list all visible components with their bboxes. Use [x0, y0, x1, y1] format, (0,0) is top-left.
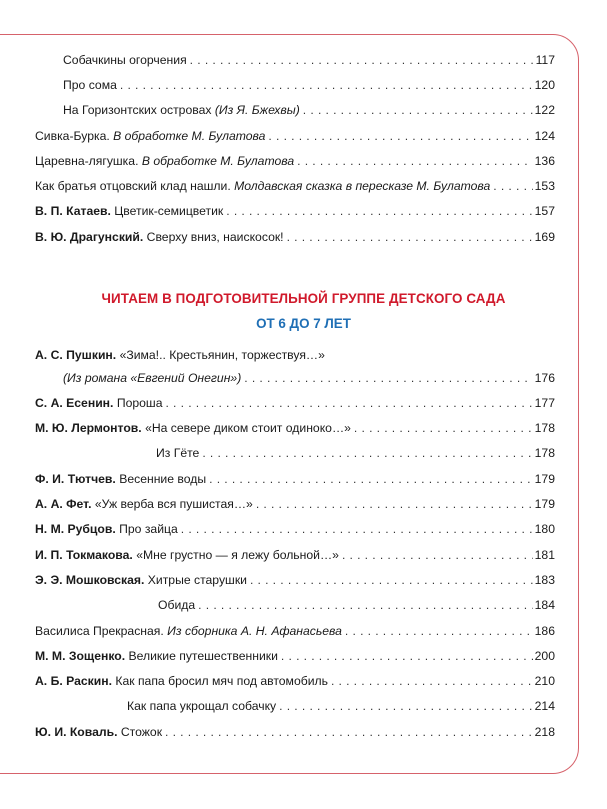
entry-text	[127, 696, 276, 716]
entry-title: Сивка-Бурка.	[35, 129, 114, 143]
entry-page-number: 177	[534, 396, 555, 410]
toc-entry	[0, 176, 607, 196]
dot-leader	[297, 151, 533, 171]
dot-leader	[244, 368, 532, 388]
entry-author: В. Ю. Драгунский.	[35, 230, 147, 244]
entry-page-number: 210	[534, 674, 555, 688]
entry-title: Про зайца	[119, 522, 178, 536]
entry-author: С. А. Есенин.	[35, 396, 117, 410]
dot-leader	[120, 75, 533, 95]
toc-entry	[0, 570, 607, 590]
toc-entry	[0, 368, 607, 388]
entry-title: «На севере диком стоит одиноко…»	[145, 421, 351, 435]
entry-author: Э. Э. Мошковская.	[35, 573, 148, 587]
toc-entry	[0, 696, 607, 716]
entry-title: Царевна-лягушка.	[35, 154, 142, 168]
entry-note: В обработке М. Булатова	[141, 154, 295, 168]
entry-author: А. С. Пушкин.	[35, 348, 120, 362]
entry-text	[35, 227, 284, 247]
entry-text	[35, 722, 162, 742]
entry-note: В обработке М. Булатова	[113, 129, 266, 143]
entry-page-number: 200	[534, 649, 555, 663]
entry-note: Молдавская сказка в пересказе М. Булатова	[234, 179, 491, 193]
section-title: ЧИТАЕМ В ПОДГОТОВИТЕЛЬНОЙ ГРУППЕ ДЕТСКОГО САДА	[101, 291, 506, 306]
dot-leader	[181, 519, 533, 539]
dot-leader	[268, 126, 532, 146]
dot-leader	[331, 671, 533, 691]
entry-text	[35, 671, 328, 691]
entry-text	[35, 519, 178, 539]
dot-leader	[281, 646, 533, 666]
entry-title: «Зима!.. Крестьянин, торжествуя…»	[119, 348, 325, 362]
entry-author: М. М. Зощенко.	[35, 649, 129, 663]
dot-leader	[345, 621, 533, 641]
entry-title: Великие путешественники	[128, 649, 278, 663]
entry-title: Весенние воды	[119, 472, 207, 486]
entry-text	[63, 50, 187, 70]
entry-author: Ф. И. Тютчев.	[35, 472, 120, 486]
entry-page-number: 183	[534, 573, 555, 587]
entry-title: Как братья отцовский клад нашли.	[35, 179, 235, 193]
toc-entry	[0, 418, 607, 438]
dot-leader	[198, 595, 532, 615]
toc-entry	[0, 621, 607, 641]
entry-author: А. Б. Раскин.	[35, 674, 116, 688]
entry-author: Ю. И. Коваль.	[35, 725, 121, 739]
entry-title: На Горизонтских островах	[63, 103, 215, 117]
toc-entry	[0, 646, 607, 666]
toc-entry	[0, 393, 607, 413]
entry-page-number: 179	[534, 472, 555, 486]
entry-text	[35, 469, 206, 489]
entry-page-number: 157	[534, 204, 555, 218]
toc-entry	[0, 345, 607, 365]
entry-text	[35, 345, 325, 365]
entry-text	[35, 393, 162, 413]
dot-leader	[165, 722, 533, 742]
entry-author: М. Ю. Лермонтов.	[35, 421, 146, 435]
entry-text	[63, 100, 300, 120]
entry-title: Цветик-семицветик	[114, 204, 224, 218]
entry-page-number: 153	[534, 179, 555, 193]
entry-title: Как папа укрощал собачку	[127, 699, 277, 713]
entry-text	[35, 418, 351, 438]
toc-entry	[0, 519, 607, 539]
entry-title: Обида	[158, 598, 196, 612]
entry-title: «Мне грустно — я лежу больной…»	[136, 548, 339, 562]
toc-entry	[0, 469, 607, 489]
toc-entry	[0, 126, 607, 146]
toc-entry	[0, 545, 607, 565]
entry-page-number: 117	[535, 53, 555, 67]
dot-leader	[209, 469, 533, 489]
entry-page-number: 178	[534, 421, 555, 435]
dot-leader	[354, 418, 533, 438]
entry-text	[35, 126, 265, 146]
toc-entry	[0, 494, 607, 514]
entry-text	[156, 443, 199, 463]
entry-title: «Уж верба вся пушистая…»	[94, 497, 253, 511]
entry-title: Сверху вниз, наискосок!	[146, 230, 284, 244]
entry-page-number: 184	[534, 598, 555, 612]
dot-leader	[165, 393, 532, 413]
dot-leader	[250, 570, 533, 590]
entry-page-number: 179	[534, 497, 555, 511]
entry-page-number: 136	[534, 154, 555, 168]
entry-text	[35, 570, 247, 590]
dot-leader	[226, 201, 532, 221]
entry-page-number: 122	[534, 103, 555, 117]
entry-page-number: 169	[534, 230, 555, 244]
entry-title: Хитрые старушки	[147, 573, 247, 587]
entry-text	[63, 75, 117, 95]
entry-page-number: 186	[534, 624, 555, 638]
entry-author: А. А. Фет.	[35, 497, 95, 511]
entry-page-number: 178	[534, 446, 555, 460]
entry-text	[35, 646, 278, 666]
entry-title: Из Гёте	[156, 446, 200, 460]
entry-text	[63, 368, 241, 388]
entry-note: (Из романа «Евгений Онегин»)	[63, 371, 242, 385]
entry-title: Василиса Прекрасная.	[35, 624, 168, 638]
entry-text	[35, 494, 253, 514]
dot-leader	[279, 696, 533, 716]
entry-text	[35, 176, 490, 196]
toc-entry	[0, 722, 607, 742]
entry-page-number: 124	[534, 129, 555, 143]
toc-entry	[0, 595, 607, 615]
entry-title: Пороша	[116, 396, 163, 410]
entry-title: Про сома	[63, 78, 117, 92]
dot-leader	[493, 176, 532, 196]
entry-page-number: 120	[534, 78, 555, 92]
dot-leader	[287, 227, 533, 247]
entry-author: Н. М. Рубцов.	[35, 522, 120, 536]
entry-text	[35, 201, 223, 221]
entry-text	[35, 545, 339, 565]
entry-note: Из сборника А. Н. Афанасьева	[167, 624, 342, 638]
dot-leader	[256, 494, 533, 514]
dot-leader	[303, 100, 533, 120]
entry-title: Как папа бросил мяч под автомобиль	[115, 674, 328, 688]
entry-page-number: 214	[534, 699, 555, 713]
toc-entry	[0, 151, 607, 171]
entry-text	[158, 595, 195, 615]
dot-leader	[202, 443, 532, 463]
entry-author: В. П. Катаев.	[35, 204, 115, 218]
toc-entry	[0, 227, 607, 247]
toc-entry	[0, 443, 607, 463]
entry-text	[35, 151, 294, 171]
toc-entry	[0, 201, 607, 221]
entry-note: (Из Я. Бжехвы)	[214, 103, 300, 117]
section-subtitle: ОТ 6 ДО 7 ЛЕТ	[256, 316, 351, 331]
entry-page-number: 181	[534, 548, 555, 562]
toc-entry	[0, 50, 607, 70]
toc-entry	[0, 671, 607, 691]
dot-leader	[342, 545, 533, 565]
entry-page-number: 176	[534, 371, 555, 385]
entry-title: Стожок	[120, 725, 163, 739]
entry-author: И. П. Токмакова.	[35, 548, 137, 562]
entry-page-number: 218	[534, 725, 555, 739]
dot-leader	[190, 50, 534, 70]
entry-text	[35, 621, 342, 641]
toc-entry	[0, 100, 607, 120]
toc-entry	[0, 75, 607, 95]
entry-title: Собачкины огорчения	[63, 53, 187, 67]
entry-page-number: 180	[534, 522, 555, 536]
